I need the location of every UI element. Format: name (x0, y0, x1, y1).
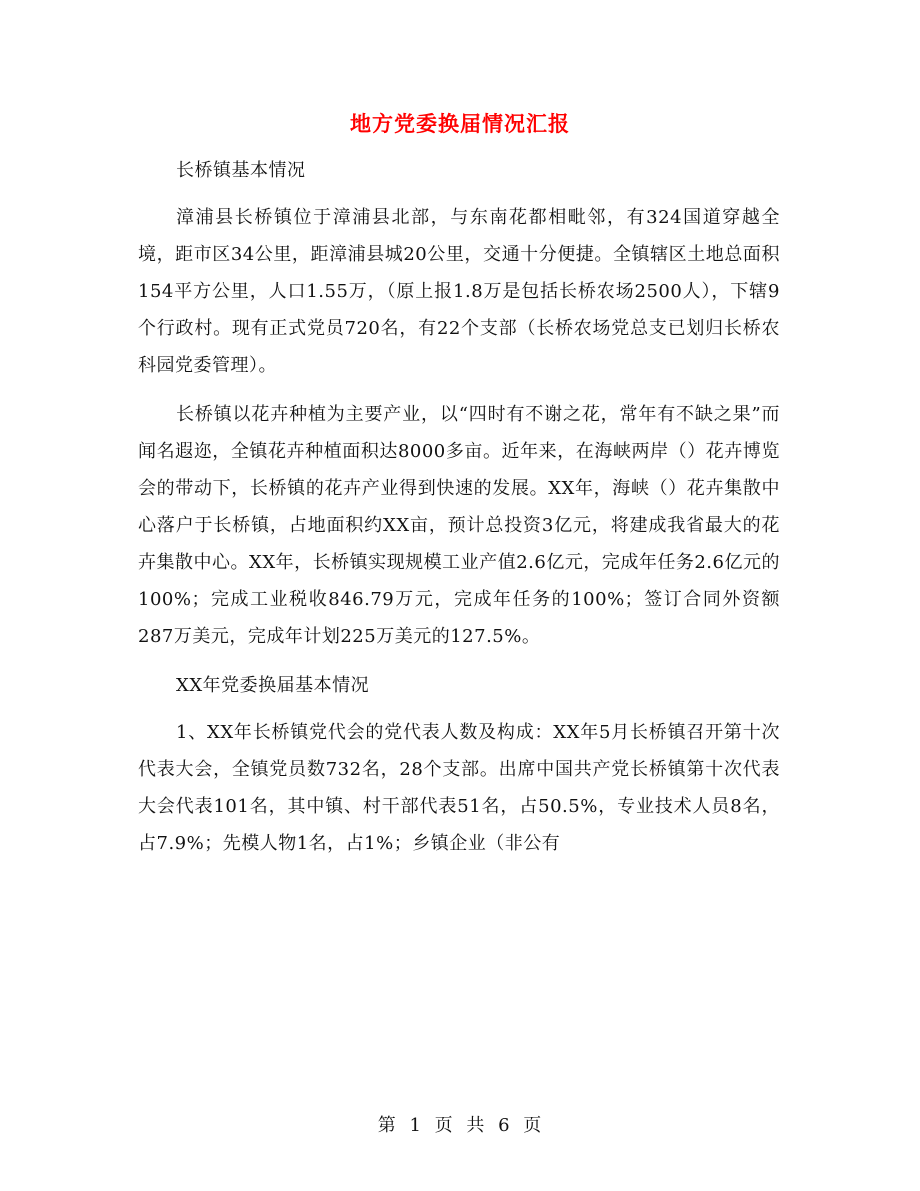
paragraph-industry: 长桥镇以花卉种植为主要产业，以“四时有不谢之花，常年有不缺之果”而闻名遐迩，全镇花卉种植面积达8000多亩。近年来，在海峡两岸（）花卉博览会的带动下，长桥镇的花卉产业得到快速的发展。XX年，海峡（）花卉集散中心落户于长桥镇，占地面积约XX亩，预计总投资3亿元，将建成我省最大的花卉集散中心。XX年，长桥镇实现规模工业产值2.6亿元，完成年任务2.6亿元的100%；完成工业税收846.79万元，完成年任务的100%；签订合同外资额287万美元，完成年计划225万美元的127.5%。 (138, 404, 780, 647)
document-body (138, 152, 780, 874)
paragraph-location: 漳浦县长桥镇位于漳浦县北部，与东南花都相毗邻，有324国道穿越全境，距市区34公里，距漳浦县城20公里，交通十分便捷。全镇辖区土地总面积154平方公里，人口1.55万，（原上报1.8万是包括长桥农场2500人），下辖9个行政村。现有正式党员720名，有22个支部（长桥农场党总支已划归长桥农科园党委管理）。 (138, 207, 780, 376)
page-number-footer: 第 1 页 共 6 页 (377, 1115, 543, 1136)
paragraph-delegates: 1、XX年长桥镇党代会的党代表人数及构成：XX年5月长桥镇召开第十次代表大会，全镇党员数732名，28个支部。出席中国共产党长桥镇第十次代表大会代表101名，其中镇、村干部代表51名，占50.5%，专业技术人员8名，占7.9%；先模人物1名，占1%；乡镇企业（非公有 (138, 722, 780, 854)
document-title: 地方党委换届情况汇报 (350, 111, 570, 136)
section-heading-election: XX年党委换届基本情况 (176, 675, 370, 696)
section-heading-basic-info: 长桥镇基本情况 (176, 160, 306, 181)
